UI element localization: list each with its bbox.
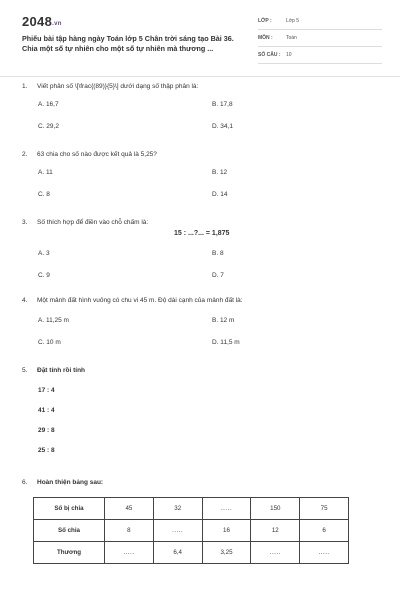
table-cell: 16 [202, 520, 251, 542]
table-cell: 45 [105, 498, 154, 520]
question-text: Viết phân số \[\frac{(89)}{5}\] dưới dạng số thập phân là: [37, 83, 199, 90]
meta-count-row [258, 50, 382, 64]
question-5 [22, 367, 378, 457]
table-cell: 150 [251, 498, 300, 520]
question-number: 3. [22, 219, 28, 226]
table-cell: 12 [251, 520, 300, 542]
blank-cell[interactable]: ..... [202, 498, 251, 520]
blank-cell[interactable]: ..... [153, 520, 202, 542]
question-4 [22, 297, 378, 347]
option-b[interactable]: B. 17,8 [212, 101, 233, 108]
row-header: Số bị chia [34, 498, 105, 520]
meta-class-row [258, 16, 382, 30]
meta-subject-value: Toán [286, 35, 297, 41]
calc-item: 25 : 8 [38, 447, 55, 454]
row-header: Số chia [34, 520, 105, 542]
option-a[interactable]: A. 11,25 m [38, 317, 69, 324]
meta-count-label: SỐ CÂU : [258, 52, 281, 58]
question-number: 1. [22, 83, 28, 90]
table-row-divisor [34, 520, 349, 542]
table-cell: 6,4 [153, 542, 202, 564]
option-c[interactable]: C. 8 [38, 191, 50, 198]
question-number: 4. [22, 297, 28, 304]
option-c[interactable]: C. 29,2 [38, 123, 59, 130]
option-d[interactable]: D. 7 [212, 272, 224, 279]
table-cell: 32 [153, 498, 202, 520]
meta-class-value: Lớp 5 [286, 18, 300, 24]
table-row-quotient [34, 542, 349, 564]
option-d[interactable]: D. 14 [212, 191, 228, 198]
meta-subject-label: MÔN : [258, 35, 273, 41]
option-b[interactable]: B. 8 [212, 250, 224, 257]
option-d[interactable]: D. 34,1 [212, 123, 233, 130]
worksheet-title: Phiếu bài tập hàng ngày Toán lớp 5 Chân trời sáng tạo Bài 36. Chia một số tự nhiên cho một số tự nhiên mà thương ... [22, 34, 234, 53]
calc-item: 29 : 8 [38, 427, 55, 434]
meta-count-value: 10 [286, 52, 292, 58]
option-d[interactable]: D. 11,5 m [212, 339, 240, 346]
header-divider [0, 76, 400, 77]
table-cell: 6 [300, 520, 349, 542]
logo-tld: .vn [52, 21, 62, 27]
option-c[interactable]: C. 10 m [38, 339, 61, 346]
division-expression: 15 : ...?... = 1,875 [174, 230, 230, 237]
question-6 [22, 479, 378, 491]
question-2 [22, 151, 378, 201]
question-text: Hoàn thiện bảng sau: [37, 479, 104, 486]
question-number: 2. [22, 151, 28, 158]
question-text: Số thích hợp để điền vào chỗ chấm là: [37, 219, 149, 226]
question-number: 6. [22, 479, 28, 486]
meta-subject-row [258, 33, 382, 47]
question-text: Đặt tính rồi tính [37, 367, 86, 374]
site-logo[interactable] [22, 14, 62, 29]
option-c[interactable]: C. 9 [38, 272, 50, 279]
question-1 [22, 83, 378, 133]
table-cell: 8 [105, 520, 154, 542]
logo-number: 2048 [22, 14, 53, 29]
question-text: Một mảnh đất hình vuông có chu vi 45 m. Độ dài cạnh của mảnh đất là: [37, 297, 243, 304]
calc-item: 41 : 4 [38, 407, 55, 414]
question-3 [22, 219, 378, 279]
table-cell: 75 [300, 498, 349, 520]
question-number: 5. [22, 367, 28, 374]
option-b[interactable]: B. 12 m [212, 317, 235, 324]
division-table [33, 497, 349, 564]
worksheet-header [22, 14, 382, 64]
table-row-dividend [34, 498, 349, 520]
blank-cell[interactable]: ..... [300, 542, 349, 564]
option-b[interactable]: B. 12 [212, 169, 228, 176]
option-a[interactable]: A. 11 [38, 169, 53, 176]
blank-cell[interactable]: ..... [105, 542, 154, 564]
blank-cell[interactable]: ..... [251, 542, 300, 564]
table-cell: 3,25 [202, 542, 251, 564]
worksheet-meta [258, 16, 382, 67]
question-text: 63 chia cho số nào được kết quả là 5,25? [37, 151, 157, 158]
option-a[interactable]: A. 3 [38, 250, 50, 257]
calc-item: 17 : 4 [38, 387, 55, 394]
row-header: Thương [34, 542, 105, 564]
option-a[interactable]: A. 16,7 [38, 101, 59, 108]
meta-class-label: LỚP : [258, 18, 272, 24]
